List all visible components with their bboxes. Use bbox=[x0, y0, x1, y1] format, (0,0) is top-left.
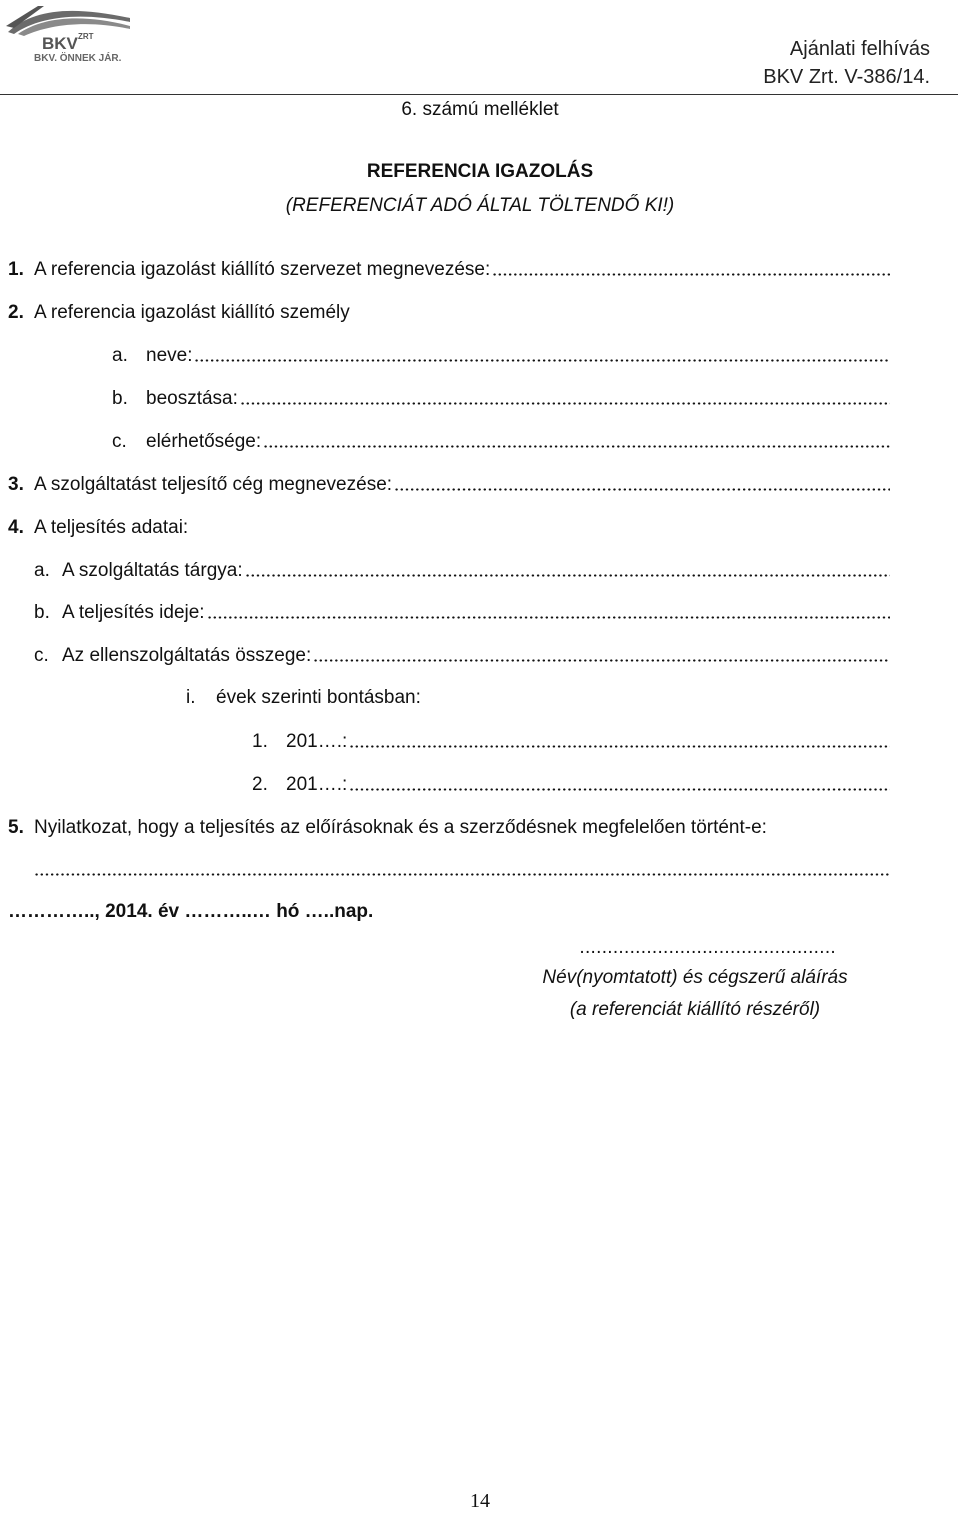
doc-type: Ajánlati felhívás bbox=[789, 38, 930, 60]
fill-in-line[interactable] bbox=[349, 787, 890, 792]
document-title: REFERENCIA IGAZOLÁS bbox=[366, 161, 594, 182]
document-subtitle: (REFERENCIÁT ADÓ ÁLTAL TÖLTENDŐ KI!) bbox=[285, 195, 675, 216]
item-number: 3. bbox=[8, 474, 24, 495]
form-row-subject bbox=[34, 559, 890, 583]
sub-label: Az ellenszolgáltatás összege: bbox=[62, 645, 312, 666]
item-number: 1. bbox=[8, 259, 24, 280]
page-number: 14 bbox=[470, 1490, 490, 1512]
form-row-contact bbox=[112, 430, 890, 454]
logo-wordmark: BKV bbox=[42, 34, 78, 53]
sub-label: beosztása: bbox=[146, 388, 238, 409]
form-row-year-1 bbox=[252, 730, 890, 754]
item-number: 5. bbox=[8, 817, 24, 838]
sub-label: A teljesítés ideje: bbox=[62, 602, 205, 623]
item-number: 2. bbox=[8, 302, 24, 323]
sub-marker: a. bbox=[34, 560, 50, 581]
item-label: A szolgáltatást teljesítő cég megnevezése: bbox=[34, 474, 393, 495]
doc-reference: BKV Zrt. V-386/14. bbox=[763, 66, 930, 88]
sub-marker: b. bbox=[34, 602, 50, 623]
sub-marker: a. bbox=[112, 345, 128, 366]
form-row-amount bbox=[34, 644, 890, 668]
form-row-name bbox=[112, 344, 890, 368]
form-row-position bbox=[112, 387, 890, 411]
date-line: ………….., 2014. év ………..… hó …..nap. bbox=[8, 901, 374, 922]
form-row-period bbox=[34, 601, 890, 625]
sub-label: elérhetősége: bbox=[146, 431, 262, 452]
sub-marker: b. bbox=[112, 388, 128, 409]
item-label: A teljesítés adatai: bbox=[34, 517, 189, 538]
fill-in-line[interactable] bbox=[34, 872, 890, 877]
bkv-logo bbox=[4, 2, 136, 64]
fill-in-line[interactable] bbox=[240, 401, 890, 406]
sub-label: neve: bbox=[146, 345, 193, 366]
fill-in-line[interactable] bbox=[207, 615, 890, 620]
fill-in-line[interactable] bbox=[313, 658, 890, 663]
item-label: A referencia igazolást kiállító személy bbox=[34, 302, 350, 323]
form-row-declaration bbox=[8, 816, 908, 840]
item-label: A referencia igazolást kiállító szervezet megnevezése: bbox=[34, 259, 491, 280]
signature-subcaption: (a referenciát kiállító részéről) bbox=[569, 999, 821, 1020]
signature-line[interactable]: .............................................. bbox=[579, 937, 836, 958]
item-label: Nyilatkozat, hogy a teljesítés az előírásoknak és a szerződésnek megfelelően történt-e: bbox=[34, 817, 767, 838]
form-row-provider bbox=[8, 473, 890, 497]
form-row-yearly-breakdown bbox=[186, 686, 886, 710]
sub-label: 201….: bbox=[286, 731, 348, 752]
form-row-performance-data bbox=[8, 516, 890, 540]
fill-in-line[interactable] bbox=[263, 444, 890, 449]
header-rule bbox=[0, 94, 958, 95]
sub-marker: c. bbox=[112, 431, 127, 452]
sub-marker: 2. bbox=[252, 774, 268, 795]
sub-label: 201….: bbox=[286, 774, 348, 795]
fill-in-line[interactable] bbox=[394, 487, 890, 492]
sub-marker: i. bbox=[186, 687, 196, 708]
item-number: 4. bbox=[8, 517, 24, 538]
sub-marker: 1. bbox=[252, 731, 268, 752]
sub-marker: c. bbox=[34, 645, 49, 666]
sub-label: A szolgáltatás tárgya: bbox=[62, 560, 243, 581]
fill-in-line[interactable] bbox=[194, 358, 890, 363]
annex-label: 6. számú melléklet bbox=[401, 99, 559, 120]
form-row-declaration-answer bbox=[34, 858, 890, 882]
fill-in-line[interactable] bbox=[492, 272, 890, 277]
fill-in-line[interactable] bbox=[245, 573, 890, 578]
form-row-year-2 bbox=[252, 773, 890, 797]
signature-caption: Név(nyomtatott) és cégszerű aláírás bbox=[542, 967, 848, 988]
fill-in-line[interactable] bbox=[349, 744, 890, 749]
logo-tagline: BKV. ÖNNEK JÁR. bbox=[34, 53, 122, 64]
logo-sup: ZRT bbox=[78, 32, 94, 41]
form-row-organization bbox=[8, 258, 890, 282]
sub-label: évek szerinti bontásban: bbox=[216, 687, 421, 708]
form-row-person bbox=[8, 301, 890, 325]
